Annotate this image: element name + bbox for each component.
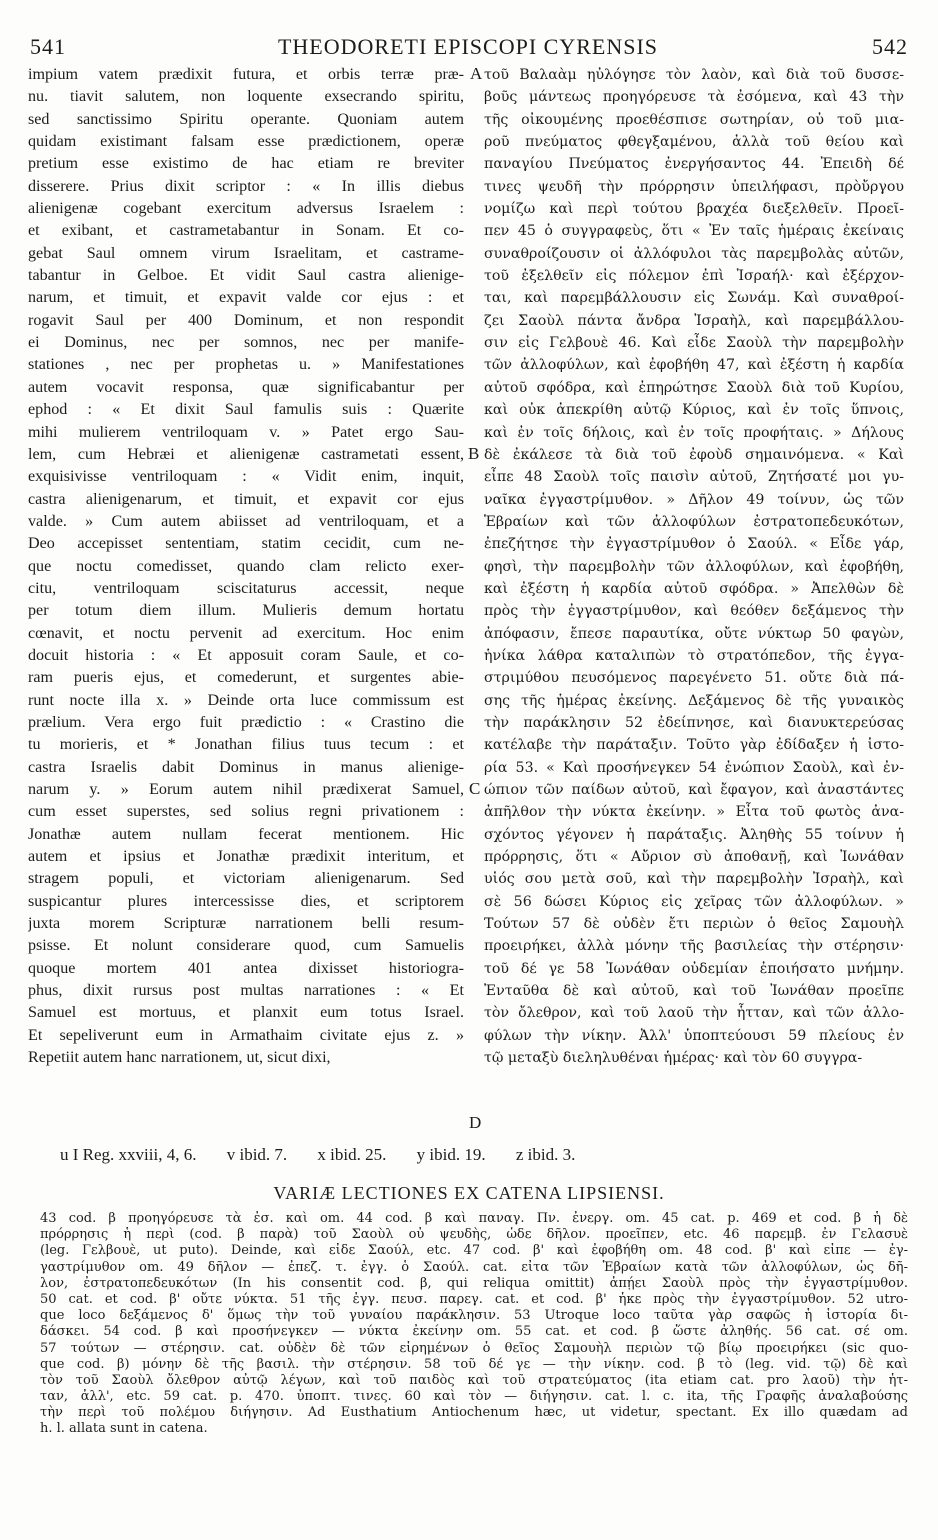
latin-text-line: suspicantur plures intercessisse dies, et scriptorem (28, 892, 464, 910)
latin-text-line: castra alienigenarum, et timuit, et expavit cor ejus (28, 490, 464, 508)
greek-text-line: τινες ψευδῆ τὴν πρόρρησιν ὑπειλήφασι, πρὸὔργου (484, 178, 904, 195)
latin-text-line: quoque mortem 401 antea dixisset historiogra- (28, 959, 464, 977)
greek-text-line: Ἐνταῦθα δὲ καὶ αὐτοῦ, καὶ τοῦ Ἰωνάθαν προεῖπε (484, 983, 904, 1000)
greek-text-line: ναῖκα ἐγγαστρίμυθον. » Δῆλον 49 τοίνυν, ὡς τῶν (484, 491, 904, 508)
page-number-right: 542 (872, 34, 908, 59)
latin-text-line: pretium esse existimo de hac etiam re breviter (28, 155, 464, 173)
margin-letter-a: A (470, 64, 483, 83)
latin-column (28, 64, 464, 1069)
latin-text-line: Samuel est mortuus, et planxit eum totus Israel. (28, 1004, 464, 1022)
variae-note-line: τὸν τοῦ Σαοὺλ ὄλεθρον αὐτῷ λέγων, καὶ τοῦ παιδὸς καὶ τοῦ στρατεύματος (ita etiam cat. pro λαοῦ) τὴν ἧτ- (40, 1372, 908, 1388)
greek-text-line: τοῦ δέ γε 58 Ἰωνάθαν οὐδεμίαν ἐποιήσατο μνήμην. (484, 960, 904, 977)
footnote-ref: x ibid. 25. (317, 1145, 387, 1164)
latin-text-line: mihi mulierem ventriloquam v. » Patet ergo Sau- (28, 423, 464, 441)
latin-text-line: Deo accepisset sententiam, statim cecidit, cum ne- (28, 535, 464, 553)
greek-text-line: ται, καὶ παρεμβάλλουσιν εἰς Σωνάμ. Καὶ συναθροί- (484, 290, 904, 307)
running-title: THEODORETI EPISCOPI CYRENSIS (277, 34, 659, 59)
variae-note-line: τὴν περὶ τοῦ πολέμου διήγησιν. Ad Eusthatium Antiochenum hæc, ut videtur, spectant. Ex illo quædam ad (40, 1405, 908, 1421)
margin-letter-d: D (469, 1113, 482, 1132)
greek-text-line: πρόρρησις, ὅτι « Αὔριον σὺ ἀποθανῇ, καὶ Ἰωνάθαν (484, 849, 904, 866)
greek-text-line: καὶ ἐν τοῖς δήλοις, καὶ ἐν τοῖς προφήταις. » Δήλους (484, 424, 904, 441)
greek-text-line: ἀπῆλθον τὴν νύκτα ἐκείνην. » Εἶτα τοῦ φωτὸς ἀνα- (484, 804, 904, 821)
footnote-ref: y ibid. 19. (416, 1145, 486, 1164)
greek-text-line: νομίζω καὶ περὶ τούτου βραχέα διεξελθεῖν. Προεῖ- (484, 201, 904, 218)
latin-text-line: tabantur in Gelboe. Et vidit Saul castra alienige- (28, 267, 464, 285)
latin-text-line: et exibant, et castrametabantur in Sonam. Et co- (28, 222, 464, 240)
variae-note-line: 50 cat. et cod. β' οὔτε νύκτα. 51 τῆς ἐγγ. πευσ. παρεγ. cat. et cod. β' ἧκε πρὸς τὴν ἐγγαστρίμυθον. 52 utro- (40, 1291, 908, 1307)
greek-text-line: ἀπόφασιν, ἔπεσε παραυτίκα, οὔτε νύκτωρ 50 φαγὼν, (484, 625, 904, 642)
variae-note-line: h. l. allata sunt in catena. (40, 1421, 208, 1437)
greek-text-line: υἱός σου μετὰ σοῦ, καὶ τὴν παρεμβολὴν Ἰσραὴλ, καὶ (484, 871, 904, 888)
greek-text-line: τὴν παράκλησιν 52 ἐδείπνησε, καὶ διανυκτερεύσας (484, 714, 904, 731)
variae-note-line: que loco δεξάμενος δ' ὅμως τὴν τοῦ γυναίου παράκλησιν. 53 Utroque loco ταῦτα γὰρ σαφῶς ἡ ἱστορία δι- (40, 1308, 908, 1324)
latin-text-line: rogavit Saul per 400 Dominum, et non respondit (28, 311, 464, 329)
greek-text-line: στριμύθου πευσόμενος παρεγένετο 51. οὔτε διὰ πά- (484, 670, 904, 687)
greek-text-line: φύλων τὴν νίκην. Ἀλλ' ὑποπτεύουσι 59 πλείους ἐν (484, 1027, 904, 1044)
greek-text-line: πρὸς τὴν ἐγγαστρίμυθον, καὶ θεόθεν δεξάμενος τὴν (484, 603, 904, 620)
greek-text-line: σὲ 56 δώσει Κύριος εἰς χεῖρας τῶν ἀλλοφύλων. » (484, 893, 904, 910)
margin-letter-c: C (469, 779, 481, 798)
greek-text-line: πεν 45 ὁ συγγραφεὺς, ὅτι « Ἐν ταῖς ἡμέραις ἐκείναις (484, 223, 904, 240)
latin-text-line: impium vatem prædixit futura, et orbis terræ præ- (28, 66, 464, 83)
latin-text-line: autem vocavit responsa, quæ significabantur per (28, 378, 464, 396)
latin-text-line: cum esset superstes, sed solius regni privationem : (28, 803, 464, 821)
latin-text-line: cœnavit, et noctu pervenit ad exercitum. Hoc enim (28, 624, 464, 642)
greek-text-line: κατέλαβε τὴν παράταξιν. Τοῦτο γὰρ ἐδίδαξεν ἡ ἱστο- (484, 737, 904, 754)
greek-text-line: δὲ ἐκάλεσε τὰ διὰ τοῦ ἐφοὺδ σημαινόμενα. « Καὶ (484, 446, 904, 463)
latin-text-line: exquisivisse ventriloquam : « Vidit enim, inquit, (28, 468, 464, 486)
latin-text-line: valde. » Cum autem abiisset ad ventriloquam, et a (28, 512, 464, 530)
footnote-references (60, 1145, 920, 1165)
latin-text-line: prælium. Vera ergo fuit prædictio : « Crastino die (28, 713, 464, 731)
greek-text-line: τοῦ ἐξελθεῖν εἰς πόλεμον ἐπὶ Ἰσραήλ· καὶ ἐξέρχον- (484, 268, 904, 285)
greek-text-line: ροῦ πνεύματος φθεγξαμένου, ἀλλὰ τοῦ θείου καὶ (484, 134, 904, 151)
variae-note-line: δάσκει. 54 cod. β καὶ προσήνεγκεν — νύκτα ἐκείνην om. 55 cat. et cod. β ὥστε ἀληθής. 56 cat. σέ om. (40, 1324, 908, 1340)
greek-text-line: τὸν ὄλεθρον, καὶ τοῦ λαοῦ τὴν ἧτταν, καὶ τῶν ἀλλο- (484, 1005, 904, 1022)
latin-text-line: autem et ipsius et Jonathæ prædixit interitum, et (28, 848, 464, 866)
latin-text-line: ephod : « Et dixit Saul famulis suis : Quærite (28, 401, 464, 419)
latin-text-line: nu. tiavit salutem, non loquente exsecrando spiritu, (28, 88, 464, 106)
variae-note-line: (leg. Γελβουὲ, ut puto). Deinde, καὶ εἶδε Σαούλ, etc. 47 cod. β' καὶ ἐφοβήθη om. 48 cod. β' καὶ εἶπε — ἐγ- (40, 1243, 908, 1259)
latin-text-line: narum, et timuit, et expavit valde cor ejus : et (28, 289, 464, 307)
latin-text-line: Repetiit autem hanc narrationem, ut, sicut dixi, (28, 1049, 331, 1067)
greek-text-line: καὶ ἐξέστη ἡ καρδία αὐτοῦ σφόδρα. » Ἀπελθὼν δὲ (484, 580, 904, 597)
greek-text-line: αὐτοῦ σφόδρα, καὶ ἐπηρώτησε Σαοὺλ διὰ τοῦ Κυρίου, (484, 379, 904, 396)
latin-text-line: lem, cum Hebræi et alienigenæ castrametati essent, (28, 445, 464, 463)
footnote-ref: v ibid. 7. (226, 1145, 288, 1164)
greek-text-line: σιν εἰς Γελβουὲ 46. Καὶ εἶδε Σαοὺλ τὴν παρεμβολὴν (484, 335, 904, 352)
latin-text-line: runt nocte illa x. » Deinde orta luce commissum est (28, 691, 464, 709)
greek-text-line: συναθροίζουσιν οἱ ἀλλόφυλοι τὰς παρεμβολὰς αὐτῶν, (484, 245, 904, 262)
variae-note-line: 43 cod. β προηγόρευσε τὰ ἐσ. καὶ om. 44 cod. β καὶ παναγ. Πν. ἐνεργ. om. 45 cat. p. 469 et cod. β ἡ δὲ (40, 1211, 908, 1226)
variae-note-line: πρόρρησις ἡ περὶ (cod. β παρὰ) τοῦ Σαοὺλ οὐ ψευδὴς, ὧδε δῆλον. προεῖπεν, etc. 46 παρεμβ. ἐν Γελασυὲ (40, 1227, 908, 1243)
greek-text-line: παναγίου Πνεύματος ἐνεργήσαντος 44. Ἐπειδὴ δέ (484, 156, 904, 173)
greek-text-line: ἡνίκα λάθρα καταλιπὼν τὸ στρατόπεδον, τῆς ἐγγα- (484, 647, 904, 664)
latin-text-line: psisse. Et nolunt considerare quod, cum Samuelis (28, 937, 464, 955)
greek-text-line: σης τῆς ἡμέρας ἐκείνης. Δεξάμενος δὲ τῆς γυναικὸς (484, 692, 904, 709)
variae-note-line: γαστρίμυθον om. 49 δῆλον — ἐπεζ. τ. ἐγγ. ὁ Σαούλ. cat. εἶτα τῶν Ἑβραίων κατὰ τῶν ἀλλοφύλων, ὡς δῆ- (40, 1259, 908, 1275)
variae-note-line: λον, ἐστρατοπεδευκότων (In his consentit cod. β, qui reliqua omittit) ἀπῄει Σαοὺλ πρὸς τὴν ἐγγαστρίμυθον. (40, 1275, 908, 1291)
latin-text-line: castra Israelis dabit Dominus in manus alienige- (28, 758, 464, 776)
greek-text-line: ρία 53. « Καὶ προσήνεγκεν 54 ἐνώπιον Σαοὺλ, καὶ ἐν- (484, 759, 904, 776)
greek-text-line: εἶπε 48 Σαοὺλ τοῖς παισὶν αὐτοῦ, Ζητήσατέ μοι γυ- (484, 469, 904, 486)
margin-letter-b: B (468, 444, 480, 463)
page-number-left: 541 (30, 34, 66, 59)
latin-text-line: tu morieris, et * Jonathan filius tuus tecum : et (28, 736, 464, 754)
latin-text-line: ei Dominus, nec per somnos, nec per manife- (28, 334, 464, 352)
latin-text-line: stationes , nec per prophetas u. » Manifestationes (28, 356, 464, 374)
variae-lectiones-heading: VARIÆ LECTIONES EX CATENA LIPSIENSI. (273, 1183, 665, 1203)
greek-text-line: καὶ οὐκ ἀπεκρίθη αὐτῷ Κύριος, καὶ ἐν τοῖς ὕπνοις, (484, 402, 904, 419)
latin-text-line: gebat Saul omnem virum Israelitam, et castrame- (28, 244, 464, 262)
greek-column (484, 64, 904, 1069)
latin-text-line: Et sepeliverunt eum in Armathaim civitate ejus z. » (28, 1026, 464, 1044)
greek-text-line: σχόντος γέγονεν ἡ παράταξις. Ἀληθὴς 55 τοίνυν ἡ (484, 826, 904, 843)
footnote-ref: u I Reg. xxviii, 4, 6. (60, 1145, 197, 1164)
latin-text-line: que noctu comedisset, quando clam relicto exer- (28, 557, 464, 575)
latin-text-line: narum y. » Eorum autem nihil prædixerat Samuel, (28, 781, 464, 798)
greek-text-line: βοῦς μάντεως προηγόρευσε τὰ ἐσόμενα, καὶ 43 τὴν (484, 89, 904, 106)
greek-text-line: ώπιον τῶν παίδων αὐτοῦ, καὶ ἔφαγον, καὶ ἀναστάντες (484, 782, 904, 798)
greek-text-line: Ἑβραίων καὶ τῶν ἀλλοφύλων ἐστρατοπεδευκότων, (484, 513, 904, 530)
latin-text-line: sed sanctissimo Spiritu operante. Quoniam autem (28, 110, 464, 128)
latin-text-line: docuit historia : « Et apposuit coram Saule, et co- (28, 646, 464, 664)
latin-text-line: stragem populi, et victoriam alienigenarum. Sed (28, 870, 464, 888)
latin-text-line: per totum diem illum. Mulieris demum hortatu (28, 602, 464, 620)
variae-lectiones-notes (40, 1211, 908, 1438)
greek-text-line: τῷ μεταξὺ διεληλυθέναι ἡμέρας· καὶ τὸν 60 συγγρα- (484, 1050, 863, 1067)
latin-text-line: citu, ventriloquam sciscitaturus accessit, neque (28, 579, 464, 597)
greek-text-line: τῶν ἀλλοφύλων, καὶ ἐφοβήθη 47, καὶ ἐξέστη ἡ καρδία (484, 357, 904, 374)
running-header (28, 34, 908, 64)
greek-text-line: Τούτων 57 δὲ οὐδὲν ἔτι περιὼν ὁ θεῖος Σαμουὴλ (484, 916, 904, 933)
latin-text-line: quidam existimant falsam esse prædictionem, operæ (28, 133, 464, 151)
latin-text-line: alienigenæ cogebant exercitum adversus Israelem : (28, 200, 464, 218)
latin-text-line: disserere. Prius dixit scriptor : « In illis diebus (28, 177, 464, 195)
greek-text-line: φησὶ, τὴν παρεμβολὴν τῶν ἀλλοφύλων, καὶ ἐφοβήθη, (484, 558, 904, 575)
variae-note-line: 57 τούτων — στέρησιν. cat. οὐδὲν δὲ τῶν εἰρημένων ὁ θεῖος Σαμουὴλ περιὼν τῷ βίῳ προειρήκει (sic quo- (40, 1340, 908, 1356)
variae-note-line: ταν, ἀλλ', etc. 59 cat. p. 470. ὑποπτ. τινες. 60 καὶ τὸν — διήγησιν. cat. l. c. ita, τῆς Γραφῆς ἀναλαβούσης (40, 1389, 908, 1405)
greek-text-line: τοῦ Βαλαὰμ ηὐλόγησε τὸν λαὸν, καὶ διὰ τοῦ δυσσε- (484, 67, 904, 83)
greek-text-line: προειρήκει, ἀλλὰ μόνην τῆς βασιλείας τὴν στέρησιν· (484, 938, 904, 955)
footnote-ref: z ibid. 3. (515, 1145, 576, 1164)
greek-text-line: τῆς οἰκουμένης προεθέσπισε σωτηρίαν, οὐ τοῦ μια- (484, 111, 904, 128)
latin-text-line: phus, dixit rursus post multas narrationes : « Et (28, 982, 464, 1000)
greek-text-line: ἐπεζήτησε τὴν ἐγγαστρίμυθον ὁ Σαούλ. « Εἶδε γάρ, (484, 536, 904, 553)
variae-note-line: que cod. β) μόνην δὲ τῆς βασιλ. τὴν στέρησιν. 58 τοῦ δέ γε — τὴν νίκην. cod. β τὸ (leg. vid. τῷ) δὲ καὶ (40, 1356, 908, 1372)
greek-text-line: ζει Σαοὺλ πάντα ἄνδρα Ἰσραὴλ, καὶ παρεμβάλλου- (484, 312, 904, 329)
latin-text-line: juxta morem Scripturæ narrationem belli resum- (28, 915, 464, 933)
latin-text-line: Jonathæ autem nullam fecerat mentionem. Hic (28, 825, 464, 843)
latin-text-line: ram pueris ejus, et comederunt, et surgentes abie- (28, 669, 464, 687)
